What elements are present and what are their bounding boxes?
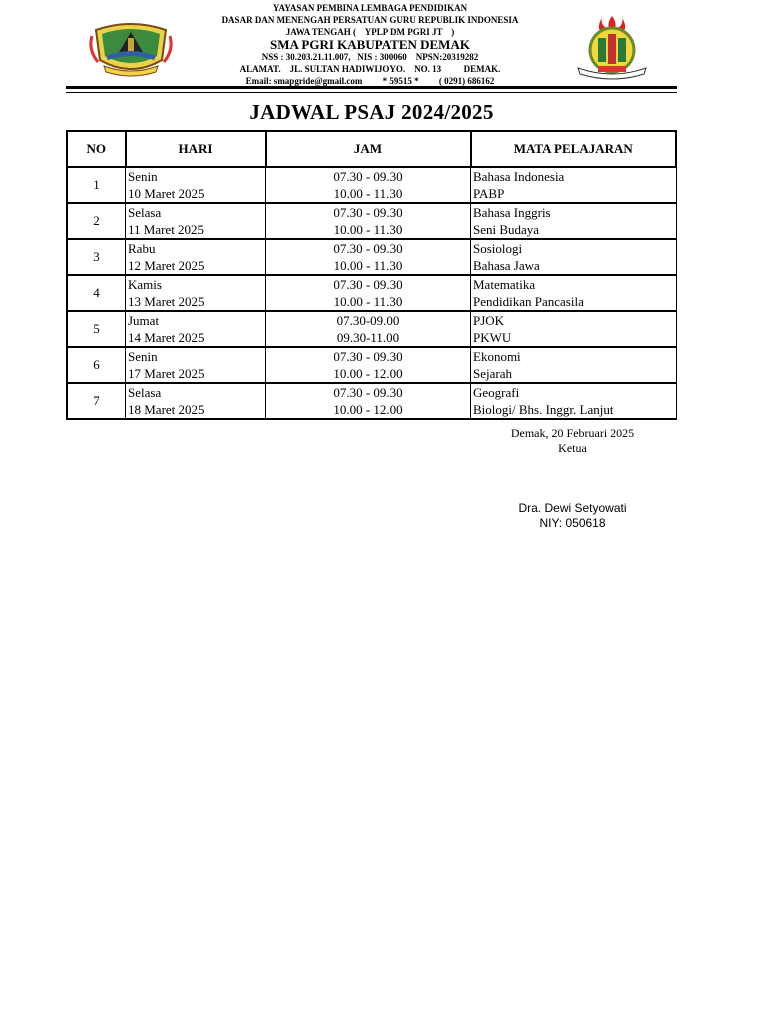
letterhead-address: ALAMAT. JL. SULTAN HADIWIJOYO. NO. 13 DEMAK. xyxy=(239,64,501,74)
cell-jam xyxy=(266,275,471,311)
cell-jam-second: 10.00 - 11.30 xyxy=(333,222,403,237)
column-header-mapel: MATA PELAJARAN xyxy=(471,131,677,167)
cell-day: Jumat xyxy=(128,313,160,328)
cell-no: 4 xyxy=(67,275,126,311)
cell-jam xyxy=(266,239,471,275)
cell-hari xyxy=(126,311,266,347)
cell-date: 17 Maret 2025 xyxy=(128,366,205,381)
cell-date: 14 Maret 2025 xyxy=(128,330,205,345)
cell-day: Senin xyxy=(128,169,158,184)
cell-jam xyxy=(266,311,471,347)
letterhead-association: DASAR DAN MENENGAH PERSATUAN GURU REPUBLIK INDONESIA xyxy=(221,15,519,25)
cell-mapel xyxy=(471,347,677,383)
table-row xyxy=(67,239,676,275)
schedule-table xyxy=(66,130,677,420)
column-header-hari: HARI xyxy=(126,131,266,167)
table-row xyxy=(67,275,676,311)
cell-mapel-first: Bahasa Inggris xyxy=(473,205,551,220)
cell-date: 11 Maret 2025 xyxy=(128,222,205,237)
cell-jam-first: 07.30 - 09.30 xyxy=(333,385,403,400)
cell-mapel xyxy=(471,383,677,419)
cell-date: 12 Maret 2025 xyxy=(128,258,205,273)
cell-jam-second: 10.00 - 11.30 xyxy=(333,294,403,309)
cell-hari xyxy=(126,203,266,239)
cell-jam xyxy=(266,383,471,419)
cell-hari xyxy=(126,239,266,275)
cell-date: 18 Maret 2025 xyxy=(128,402,205,417)
cell-hari xyxy=(126,347,266,383)
cell-mapel xyxy=(471,239,677,275)
signature-role: Ketua xyxy=(558,441,587,455)
cell-date: 10 Maret 2025 xyxy=(128,186,205,201)
table-row xyxy=(67,311,676,347)
cell-jam xyxy=(266,347,471,383)
school-name: SMA PGRI KABUPATEN DEMAK xyxy=(270,37,470,52)
cell-hari xyxy=(126,275,266,311)
cell-day: Selasa xyxy=(128,385,162,400)
cell-jam-first: 07.30 - 09.30 xyxy=(333,169,403,184)
table-row xyxy=(67,383,676,419)
cell-no: 3 xyxy=(67,239,126,275)
letterhead-ids: NSS : 30.203.21.11.007, NIS : 300060 NPSN:20319282 xyxy=(261,52,479,62)
cell-day: Rabu xyxy=(128,241,156,256)
cell-jam-second: 10.00 - 11.30 xyxy=(333,186,403,201)
cell-mapel-first: Ekonomi xyxy=(473,349,521,364)
cell-mapel-second: Biologi/ Bhs. Inggr. Lanjut xyxy=(473,402,614,417)
letterhead-rule-thick xyxy=(66,86,677,89)
letterhead-region: JAWA TENGAH ( YPLP DM PGRI JT ) xyxy=(285,27,455,37)
cell-mapel-first: PJOK xyxy=(473,313,505,328)
cell-jam-second: 10.00 - 12.00 xyxy=(333,366,403,381)
cell-jam-first: 07.30-09.00 xyxy=(336,313,400,328)
cell-mapel-second: PABP xyxy=(473,186,505,201)
cell-jam-first: 07.30 - 09.30 xyxy=(333,205,403,220)
letterhead-foundation: YAYASAN PEMBINA LEMBAGA PENDIDIKAN xyxy=(272,3,468,13)
cell-no: 1 xyxy=(67,167,126,203)
cell-no: 5 xyxy=(67,311,126,347)
column-header-no: NO xyxy=(67,131,126,167)
cell-jam xyxy=(266,167,471,203)
cell-no: 2 xyxy=(67,203,126,239)
cell-jam-first: 07.30 - 09.30 xyxy=(333,241,403,256)
cell-jam-first: 07.30 - 09.30 xyxy=(333,277,403,292)
cell-no: 6 xyxy=(67,347,126,383)
cell-jam-first: 07.30 - 09.30 xyxy=(333,349,403,364)
cell-mapel-first: Sosiologi xyxy=(473,241,523,256)
signature-niy: NIY: 050618 xyxy=(539,516,606,530)
cell-mapel-first: Bahasa Indonesia xyxy=(473,169,565,184)
column-header-jam: JAM xyxy=(266,131,471,167)
cell-mapel-first: Geografi xyxy=(473,385,520,400)
cell-day: Selasa xyxy=(128,205,162,220)
cell-jam-second: 10.00 - 12.00 xyxy=(333,402,403,417)
cell-mapel-second: Sejarah xyxy=(473,366,512,381)
signature-place-date: Demak, 20 Februari 2025 xyxy=(510,426,635,440)
cell-date: 13 Maret 2025 xyxy=(128,294,205,309)
document-title: JADWAL PSAJ 2024/2025 xyxy=(249,100,494,124)
table-row xyxy=(67,347,676,383)
cell-jam xyxy=(266,203,471,239)
cell-hari xyxy=(126,383,266,419)
cell-jam-second: 09.30-11.00 xyxy=(336,330,400,345)
cell-mapel-first: Matematika xyxy=(473,277,536,292)
letterhead-rule-thin xyxy=(66,92,677,93)
cell-mapel-second: Seni Budaya xyxy=(473,222,540,237)
table-header-row xyxy=(67,131,676,167)
cell-day: Senin xyxy=(128,349,158,364)
cell-mapel-second: Bahasa Jawa xyxy=(473,258,540,273)
cell-hari xyxy=(126,167,266,203)
cell-mapel-second: PKWU xyxy=(473,330,512,345)
cell-mapel-second: Pendidikan Pancasila xyxy=(473,294,584,309)
table-row xyxy=(67,203,676,239)
cell-jam-second: 10.00 - 11.30 xyxy=(333,258,403,273)
cell-mapel xyxy=(471,167,677,203)
table-row xyxy=(67,167,676,203)
cell-mapel xyxy=(471,311,677,347)
cell-mapel xyxy=(471,275,677,311)
letterhead-contact: Email: smapgride@gmail.com * 59515 * ( 0291) 686162 xyxy=(245,76,495,86)
signature-name: Dra. Dewi Setyowati xyxy=(518,501,627,515)
cell-mapel xyxy=(471,203,677,239)
cell-day: Kamis xyxy=(128,277,162,292)
cell-no: 7 xyxy=(67,383,126,419)
